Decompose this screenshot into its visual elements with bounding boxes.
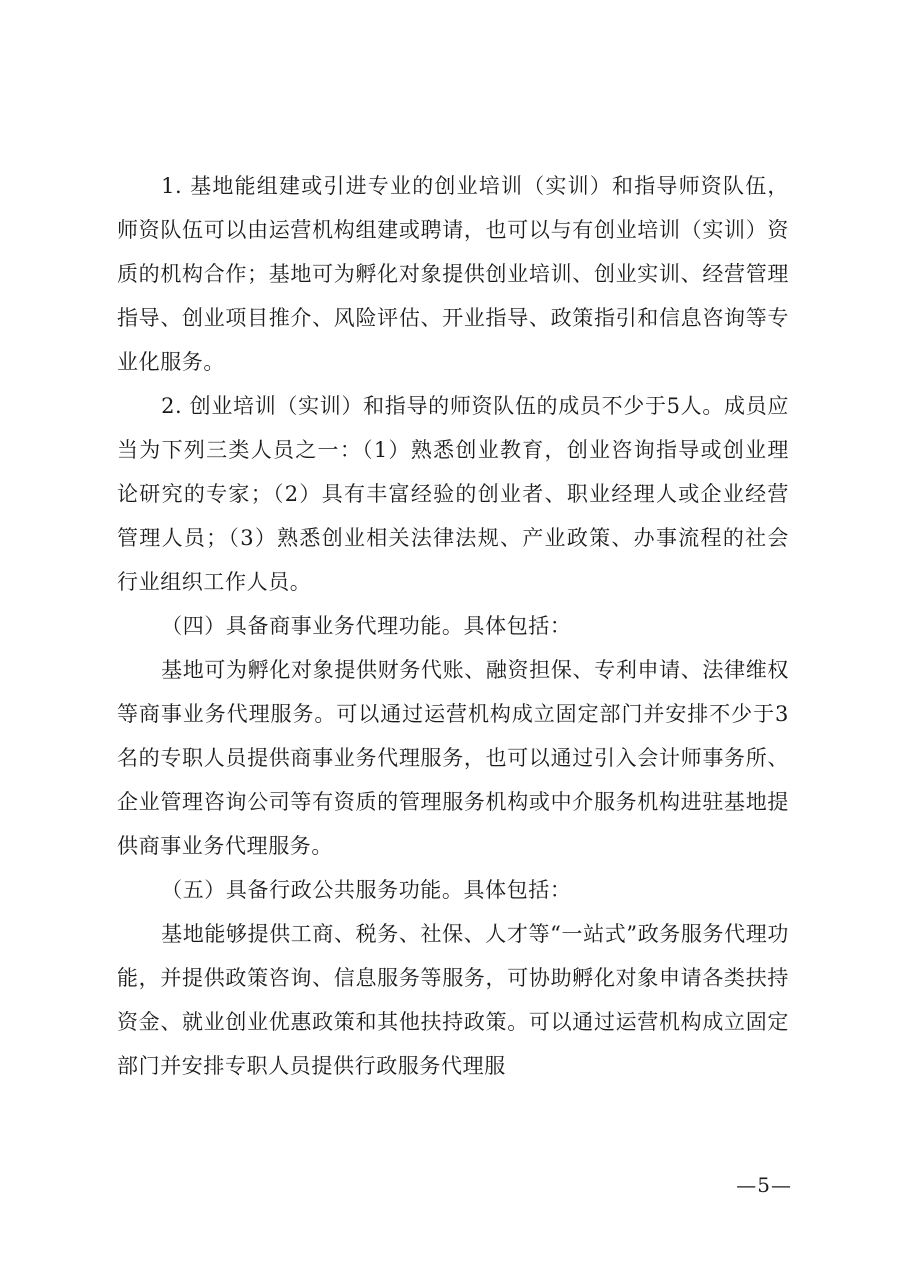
section-heading-public-service: （五）具备行政公共服务功能。具体包括：: [161, 878, 572, 902]
paragraph-commercial-agency: 基地可为孵化对象提供财务代账、融资担保、专利申请、法律维权等商事业务代理服务。可以通过运营机构成立固定部门并安排不少于3名的专职人员提供商事业务代理服务，也可以通过引入会计师事务所、企业管理咨询公司等有资质的管理服务机构或中介服务机构进驻基地提供商事业务代理服务。: [117, 658, 789, 858]
paragraph-trainer-team: 1. 基地能组建或引进专业的创业培训（实训）和指导师资队伍，师资队伍可以由运营机构组建或聘请，也可以与有创业培训（实训）资质的机构合作；基地可为孵化对象提供创业培训、创业实训、经营管理指导、创业项目推介、风险评估、开业指导、政策指引和信息咨询等专业化服务。: [117, 174, 789, 374]
paragraph-team-members: 2. 创业培训（实训）和指导的师资队伍的成员不少于5人。成员应当为下列三类人员之一：（1）熟悉创业教育，创业咨询指导或创业理论研究的专家；（2）具有丰富经验的创业者、职业经理人或企业经营管理人员；（3）熟悉创业相关法律法规、产业政策、办事流程的社会行业组织工作人员。: [117, 394, 789, 594]
paragraph-public-service: 基地能够提供工商、税务、社保、人才等“一站式”政务服务代理功能，并提供政策咨询、信息服务等服务，可协助孵化对象申请各类扶持资金、就业创业优惠政策和其他扶持政策。可以通过运营机构成立固定部门并安排专职人员提供行政服务代理服: [117, 922, 789, 1078]
section-heading-commercial-agency: （四）具备商事业务代理功能。具体包括：: [161, 614, 572, 638]
body-text: [117, 164, 789, 1088]
page-number: —5—: [736, 1173, 792, 1197]
